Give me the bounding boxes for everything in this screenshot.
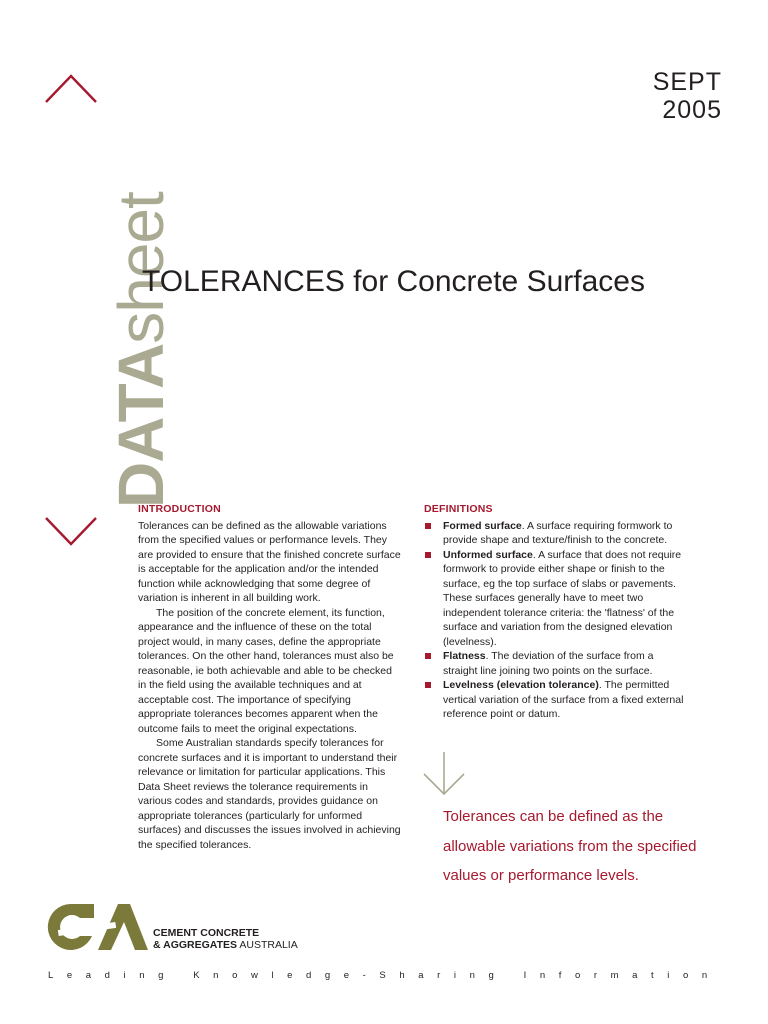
- pull-quote: Tolerances can be defined as the allowable variations from the specified values or performance levels.: [443, 808, 697, 884]
- definition-text: . The deviation of the surface from a straight line joining two points on the surface.: [443, 650, 654, 677]
- definition-term: Flatness: [443, 650, 486, 662]
- introduction-heading: INTRODUCTION: [138, 503, 221, 515]
- list-item: [424, 678, 684, 722]
- issue-date: [653, 68, 722, 124]
- bullet-square-icon: [425, 682, 431, 688]
- arrow-down-icon: [420, 750, 468, 798]
- bullet-square-icon: [425, 552, 431, 558]
- bullet-square-icon: [425, 523, 431, 529]
- definitions-heading: DEFINITIONS: [424, 503, 493, 515]
- chevron-down-icon: [40, 516, 102, 548]
- brand-wordmark: [105, 108, 177, 508]
- intro-paragraph-2: The position of the concrete element, its function, appearance and the influence of these on the total project would, in many cases, define the appropriate tolerances. On the other hand, tolerances must also be reasonable, ie both achievable and able to be checked in the field using the available techniques and at acceptable cost. The importance of specifying appropriate tolerances becomes apparent when the outcome fails to meet the original expectations.: [138, 606, 394, 735]
- issue-year: 2005: [662, 96, 722, 124]
- issue-month: SEPT: [652, 68, 722, 96]
- logo-line-1: CEMENT CONCRETE: [153, 927, 260, 939]
- logo-line-2-bold: & AGGREGATES: [153, 938, 238, 951]
- definition-term: Levelness (elevation tolerance): [443, 679, 599, 691]
- brand-light: sheet: [105, 192, 177, 344]
- chevron-up-icon: [40, 72, 102, 104]
- footer-tagline: Leading Knowledge-Sharing Information: [48, 970, 721, 981]
- definition-text: . A surface requiring formwork to provide shape and texture/finish to the concrete.: [443, 519, 673, 546]
- intro-paragraph-3: Some Australian standards specify tolerances for concrete surfaces and it is important to understand their relevance or limitation for particular applications. This Data Sheet reviews the tolerance requirements in various codes and standards, provides guidance on appropriate tolerances (particularly for unformed surfaces) and discusses the issues involved in achieving the specified tolerances.: [138, 737, 401, 851]
- datasheet-brand: [40, 72, 177, 548]
- definition-term: Formed surface: [443, 519, 522, 532]
- logo-line-2-light: AUSTRALIA: [237, 938, 298, 951]
- page-title: TOLERANCES for Concrete Surfaces: [142, 265, 645, 298]
- logo-line-2: [153, 940, 298, 952]
- definitions-section: [424, 502, 684, 722]
- list-item: [424, 649, 684, 678]
- logo-wordmark: [153, 928, 298, 951]
- ccaa-logo-icon: [44, 902, 148, 952]
- definition-text: . A surface that does not require formwork to provide either shape or finish to the surface, eg the top surface of slabs or pavements. These surfaces generally have to meet two independent tolerance criteria: the 'flatness' of the surface and variation from the designed elevation (levelness).: [443, 548, 682, 648]
- definitions-list: [424, 519, 684, 722]
- list-item: [424, 519, 684, 548]
- bullet-square-icon: [425, 653, 431, 659]
- definition-term: Unformed surface: [443, 548, 533, 561]
- introduction-section: [138, 502, 403, 852]
- list-item: [424, 548, 684, 650]
- definition-text: . The permitted vertical variation of the surface from a fixed external reference point or datum.: [443, 679, 684, 720]
- intro-paragraph-1: Tolerances can be defined as the allowable variations from the specified values or performance levels. They are provided to ensure that the finished concrete surface is acceptable for the application and/or the intended function while acknowledging that some degree of variation is inherent in all building work.: [138, 519, 401, 604]
- brand-strong: DATA: [105, 343, 177, 508]
